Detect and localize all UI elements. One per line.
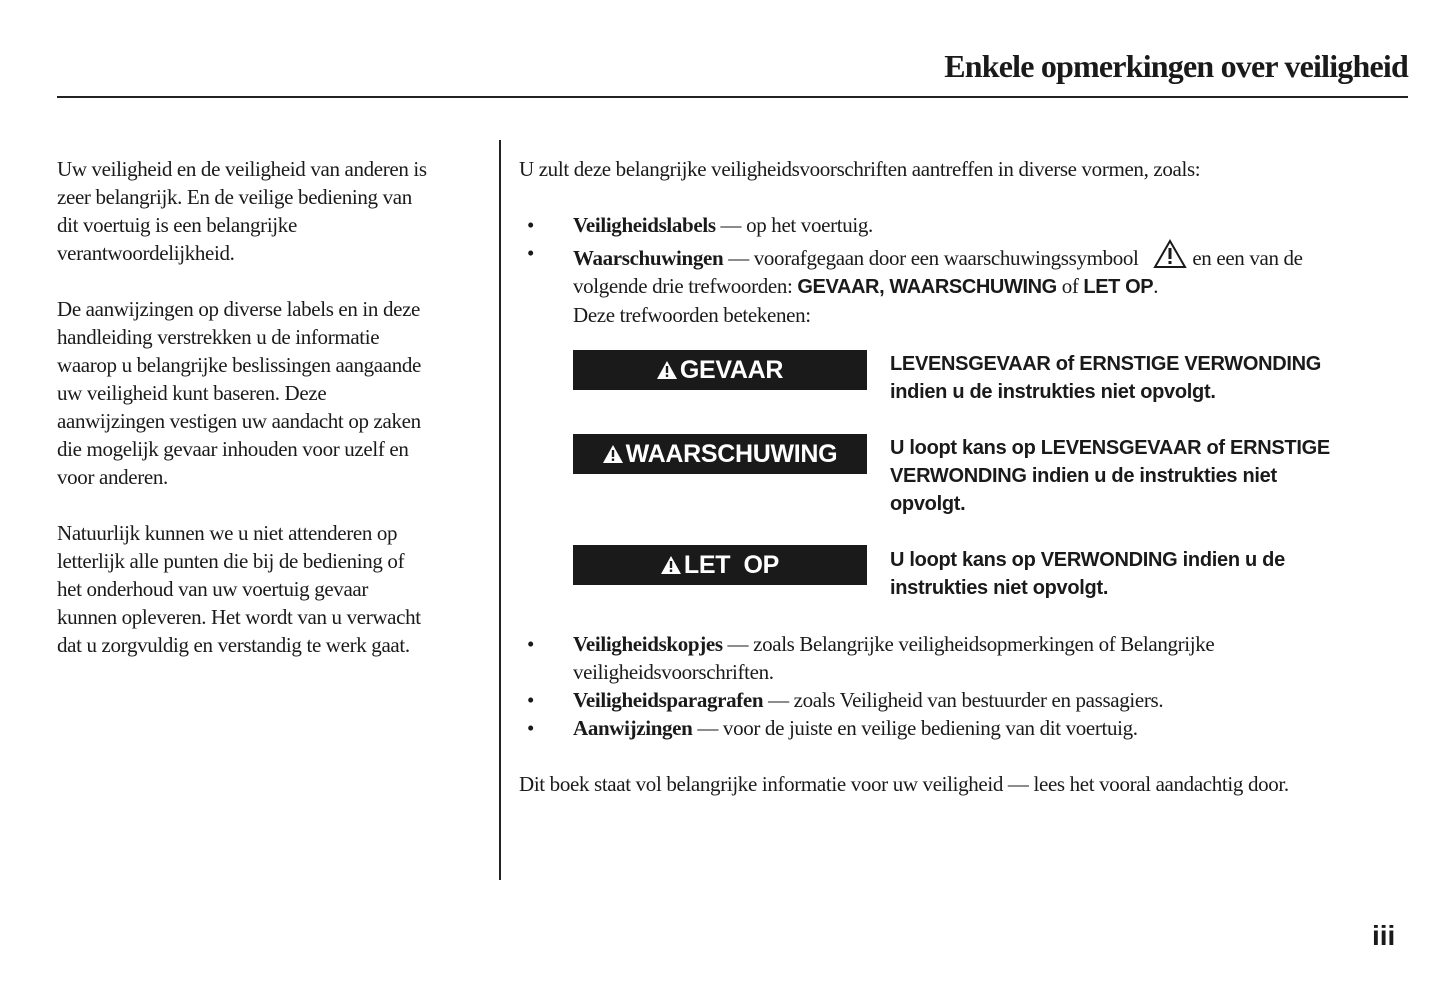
- bullet-term: Veiligheidsparagrafen: [573, 688, 764, 712]
- text-line: letterlijk alle punten die bij de bediening of: [57, 549, 405, 573]
- description-waarschuwing: [890, 434, 1330, 518]
- keyword-gevaar: GEVAAR,: [797, 276, 885, 298]
- text-line: instrukties niet opvolgt.: [890, 577, 1109, 599]
- text-line: Natuurlijk kunnen we u niet attenderen op: [57, 521, 398, 545]
- label-text: LET OP: [683, 550, 780, 579]
- warning-triangle-icon: [657, 361, 677, 379]
- text-line: Deze trefwoorden betekenen:: [573, 303, 811, 327]
- text-line: waarop u belangrijke beslissingen aangaande: [57, 353, 421, 377]
- bullet-icon: •: [527, 241, 535, 265]
- page-title: Enkele opmerkingen over veiligheid: [944, 48, 1408, 84]
- label-let-op: [573, 545, 867, 585]
- bullet-item: [519, 630, 1419, 686]
- intro-text: U zult deze belangrijke veiligheidsvoorschriften aantreffen in diverse vormen, zoals:: [519, 157, 1201, 181]
- label-waarschuwing: [573, 434, 867, 474]
- warning-triangle-icon: [1153, 239, 1187, 269]
- bullet-item: [519, 686, 1419, 714]
- paragraph: [57, 155, 487, 267]
- label-gevaar: [573, 350, 867, 390]
- bullet-icon: •: [527, 716, 535, 740]
- bullet-term: Veiligheidskopjes: [573, 632, 723, 656]
- text-line: De aanwijzingen op diverse labels en in deze: [57, 297, 421, 321]
- page-number: iii: [1372, 920, 1396, 951]
- header-rule: [57, 96, 1408, 98]
- bullet-icon: •: [527, 213, 535, 237]
- text-line: het onderhoud van uw voertuig gevaar: [57, 577, 369, 601]
- bullet-text: — voor de juiste en veilige bediening van dit voertuig.: [692, 716, 1138, 740]
- text-line: handleiding verstrekken u de informatie: [57, 325, 380, 349]
- bullet-item: [519, 211, 1419, 239]
- text-line: LEVENSGEVAAR of ERNSTIGE VERWONDING: [890, 353, 1322, 375]
- text-line: aanwijzingen vestigen uw aandacht op zaken: [57, 409, 421, 433]
- text-line: die mogelijk gevaar inhouden voor uzelf en: [57, 437, 409, 461]
- right-column: [519, 155, 1419, 329]
- text-line: uw veiligheid kunt baseren. Deze: [57, 381, 327, 405]
- paragraph: [57, 295, 487, 491]
- bullet-term: Veiligheidslabels: [573, 213, 716, 237]
- warning-triangle-icon: [661, 556, 681, 574]
- text-line: dit voertuig is een belangrijke: [57, 213, 297, 237]
- bullet-text-cont: veiligheidsvoorschriften.: [573, 660, 774, 684]
- left-column: [57, 155, 487, 687]
- bullet-text-cont: en een van de: [1187, 246, 1303, 270]
- label-text: GEVAAR: [679, 355, 784, 384]
- text-line: kunnen opleveren. Het wordt van u verwacht: [57, 605, 421, 629]
- keyword-waarschuwing: WAARSCHUWING: [884, 276, 1057, 298]
- text-line: indien u de instrukties niet opvolgt.: [890, 381, 1216, 403]
- text-line: U loopt kans op LEVENSGEVAAR of ERNSTIGE: [890, 437, 1330, 459]
- label-text: WAARSCHUWING: [625, 439, 838, 468]
- bullet-item: [519, 239, 1419, 329]
- paragraph: [57, 519, 487, 659]
- text-line: zeer belangrijk. En de veilige bediening van: [57, 185, 412, 209]
- text-line: VERWONDING indien u de instrukties niet: [890, 465, 1277, 487]
- bullet-text: — zoals Belangrijke veiligheidsopmerkingen of Belangrijke: [722, 632, 1215, 656]
- bullet-text: — voorafgegaan door een waarschuwingssymbool: [723, 246, 1139, 270]
- text-line: voor anderen.: [57, 465, 168, 489]
- text: volgende drie trefwoorden:: [573, 274, 798, 298]
- bottom-bullets: [519, 630, 1419, 798]
- bullet-icon: •: [527, 632, 535, 656]
- text-line: opvolgt.: [890, 493, 966, 515]
- text: of: [1056, 274, 1084, 298]
- text: .: [1153, 274, 1159, 298]
- column-divider: [499, 140, 501, 880]
- bullet-icon: •: [527, 688, 535, 712]
- warning-triangle-icon: [603, 445, 623, 463]
- bullet-text: — op het voertuig.: [715, 213, 873, 237]
- description-let-op: [890, 546, 1285, 602]
- text-line: Uw veiligheid en de veiligheid van anderen is: [57, 157, 427, 181]
- text-line: dat u zorgvuldig en verstandig te werk gaat.: [57, 633, 410, 657]
- text-line: U loopt kans op VERWONDING indien u de: [890, 549, 1285, 571]
- closing-text: Dit boek staat vol belangrijke informatie voor uw veiligheid — lees het vooral aandachtig door.: [519, 772, 1289, 796]
- bullet-term: Aanwijzingen: [573, 716, 693, 740]
- bullet-text: — zoals Veiligheid van bestuurder en passagiers.: [763, 688, 1164, 712]
- description-gevaar: [890, 350, 1321, 406]
- bullet-item: [519, 714, 1419, 742]
- text-line: verantwoordelijkheid.: [57, 241, 235, 265]
- bullet-term: Waarschuwingen: [573, 246, 724, 270]
- keyword-let-op: LET OP: [1083, 276, 1154, 298]
